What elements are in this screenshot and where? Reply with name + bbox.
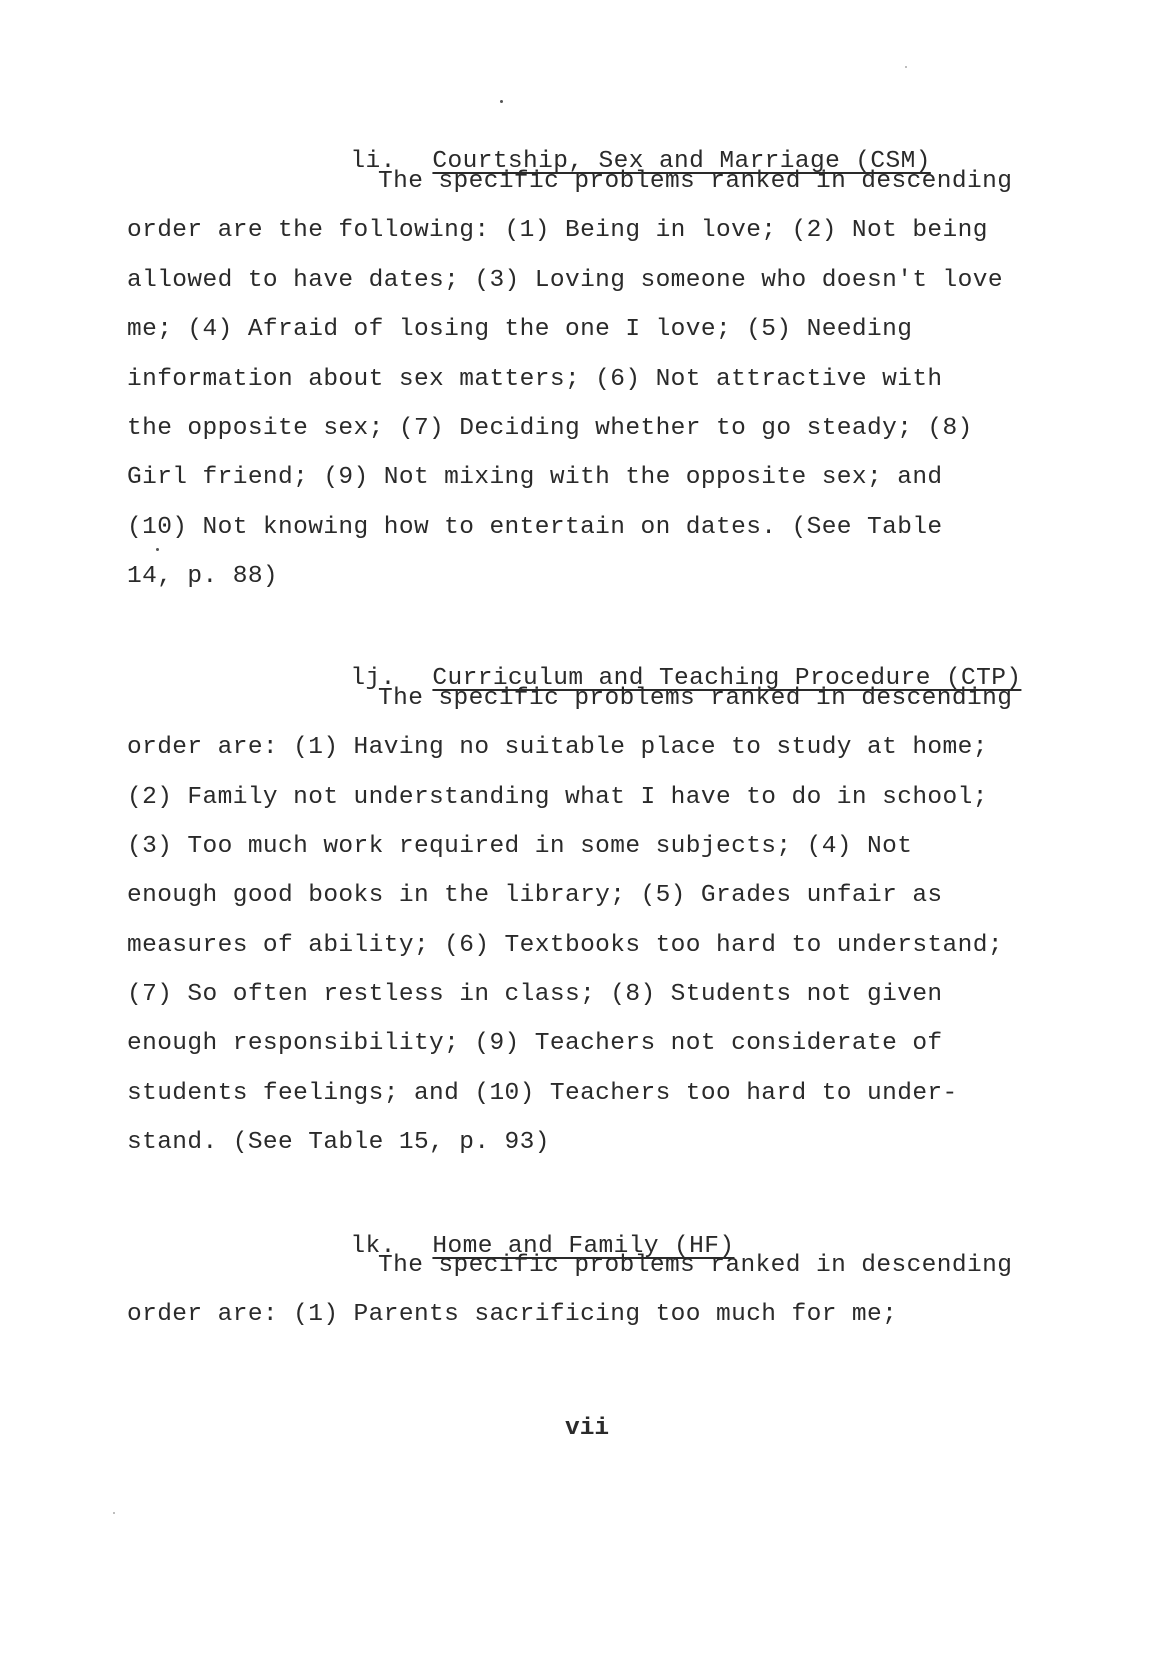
paragraph-line: stand. (See Table 15, p. 93) [127,1129,550,1156]
section-title: Curriculum and Teaching Procedure (CTP) [432,665,1022,692]
paragraph-line: information about sex matters; (6) Not attractive with [127,366,943,393]
section-number: li. [350,148,396,175]
section-title: Home and Family (HF) [432,1233,735,1260]
paragraph-line: enough responsibility; (9) Teachers not considerate of [127,1030,943,1057]
section-number: lk. [350,1233,396,1260]
paragraph-line: measures of ability; (6) Textbooks too hard to understand; [127,932,1003,959]
paragraph-line: order are the following: (1) Being in love; (2) Not being [127,217,988,244]
paragraph-line: (3) Too much work required in some subjects; (4) Not [127,833,913,860]
paragraph-line: (7) So often restless in class; (8) Students not given [127,981,943,1008]
paragraph-line: (10) Not knowing how to entertain on dates. (See Table [127,514,943,541]
paragraph-line: 14, p. 88) [127,563,279,590]
scan-speck [905,66,907,68]
paragraph-line: allowed to have dates; (3) Loving someone who doesn't love [127,267,1003,294]
paragraph-line: The specific problems ranked in descending [378,1252,1013,1279]
page-number: vii [565,1415,610,1442]
paragraph-line: The specific problems ranked in descending [378,685,1013,712]
paragraph-line: students feelings; and (10) Teachers too hard to under- [127,1080,958,1107]
paragraph-line: (2) Family not understanding what I have to do in school; [127,784,988,811]
section-number: lj. [350,665,396,692]
scan-speck [156,548,159,551]
paragraph-line: Girl friend; (9) Not mixing with the opposite sex; and [127,464,943,491]
paragraph-line: the opposite sex; (7) Deciding whether to go steady; (8) [127,415,973,442]
paragraph-line: The specific problems ranked in descending [378,168,1013,195]
paragraph-line: order are: (1) Parents sacrificing too much for me; [127,1301,898,1328]
paragraph-line: me; (4) Afraid of losing the one I love; (5) Needing [127,316,913,343]
scan-speck [113,1512,115,1514]
scan-speck [500,100,503,103]
paragraph-line: enough good books in the library; (5) Grades unfair as [127,882,943,909]
section-title: Courtship, Sex and Marriage (CSM) [432,148,931,175]
paragraph-line: order are: (1) Having no suitable place to study at home; [127,734,988,761]
